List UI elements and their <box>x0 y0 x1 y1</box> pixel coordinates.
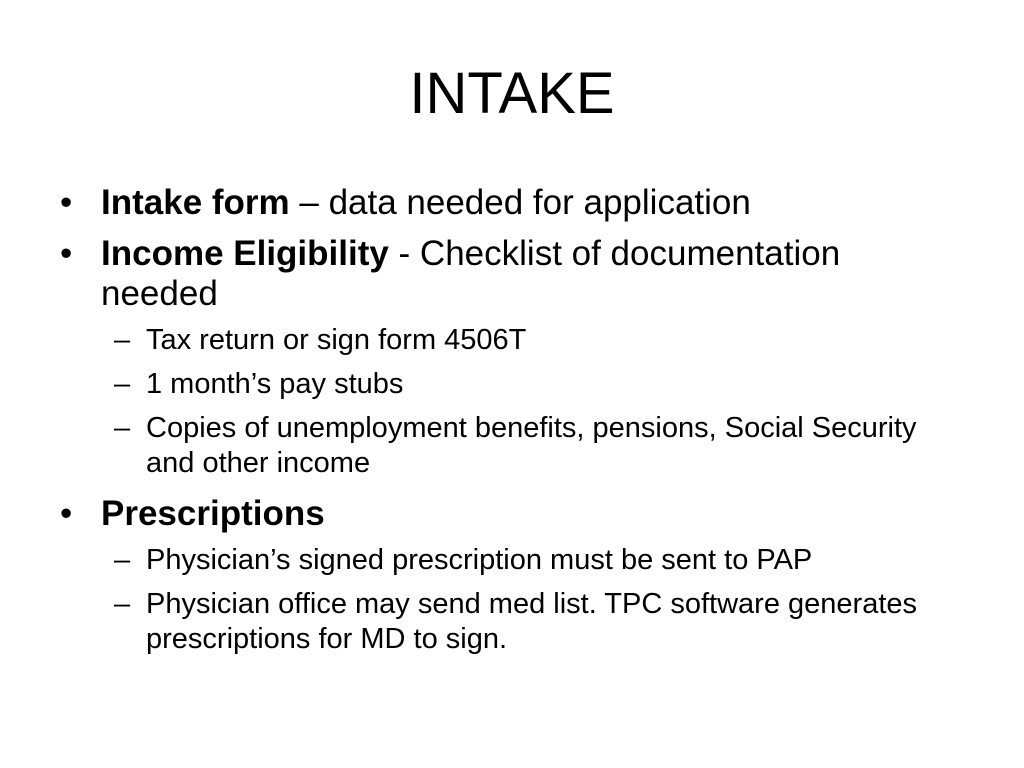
sub-item-signed-prescription <box>60 543 960 578</box>
dash-marker: – <box>114 544 131 576</box>
sub-item-med-list <box>60 587 960 657</box>
bullet-marker: • <box>60 494 73 533</box>
bullet-list <box>60 183 960 666</box>
slide-title: INTAKE <box>409 61 615 126</box>
dash-marker: – <box>114 324 131 356</box>
bullet-text: – data needed for application <box>289 183 751 222</box>
bullet-marker: • <box>60 183 73 222</box>
bullet-text: - Checklist of documentation needed <box>101 234 841 313</box>
bullet-item-income-eligibility <box>60 234 960 314</box>
sub-item-text: Physician office may send med list. TPC software generates prescriptions for MD to sign. <box>146 588 918 655</box>
bullet-heading: Income Eligibility <box>101 234 389 273</box>
sub-item-tax-return <box>60 323 960 358</box>
bullet-marker: • <box>60 234 73 273</box>
sub-item-text: Physician’s signed prescription must be sent to PAP <box>146 544 813 576</box>
sub-item-unemployment-copies <box>60 411 960 481</box>
sub-item-text: Tax return or sign form 4506T <box>146 324 527 356</box>
dash-marker: – <box>114 412 131 444</box>
dash-marker: – <box>114 588 131 620</box>
sub-item-text: Copies of unemployment benefits, pensions, Social Security and other income <box>146 412 917 479</box>
sub-item-text: 1 month’s pay stubs <box>146 368 404 400</box>
bullet-item-prescriptions <box>60 494 960 534</box>
bullet-heading: Prescriptions <box>101 494 325 533</box>
bullet-item-intake-form <box>60 183 960 223</box>
bullet-heading: Intake form <box>101 183 290 222</box>
sub-item-pay-stubs <box>60 367 960 402</box>
dash-marker: – <box>114 368 131 400</box>
